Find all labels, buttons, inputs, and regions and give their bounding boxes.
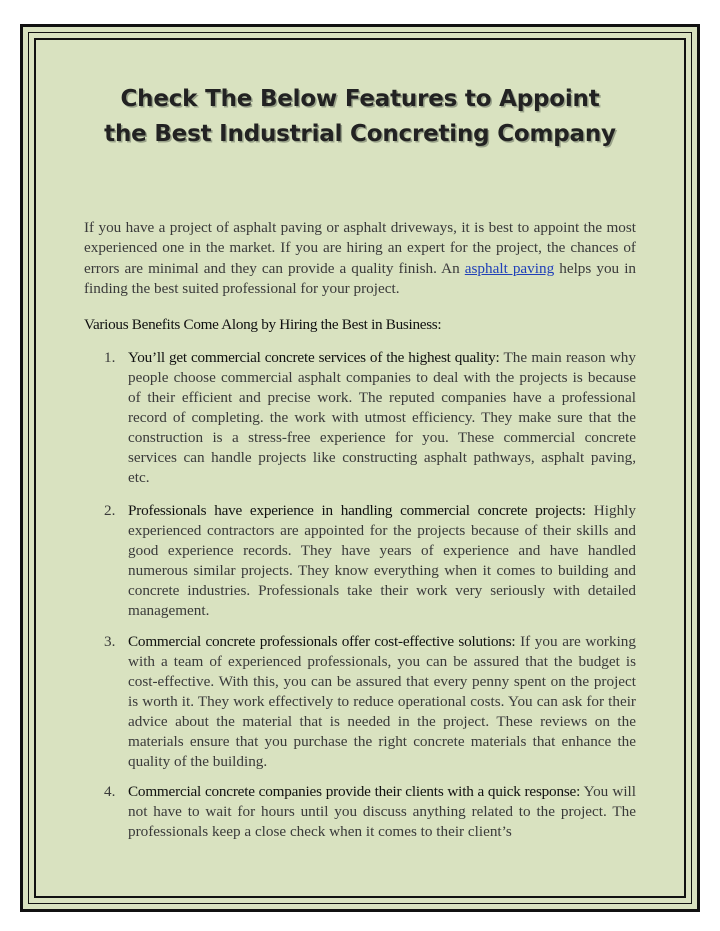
list-item	[104, 501, 636, 621]
list-item-lead: Commercial concrete professionals offer cost-effective solutions:	[128, 633, 516, 650]
list-item-body: Highly experienced contractors are appointed for the projects because of their skills and good experience records. They have years of experience and have handled numerous similar projects. They know everything when it comes to building and concrete industries. Professionals take their work very seriously with detailed management.	[128, 502, 636, 619]
list-item-body: You will not have to wait for hours until you discuss anything related to the project. The professionals keep a close check when it comes to their client’s	[128, 783, 636, 840]
list-item-number: 4.	[104, 783, 116, 800]
intro-text-end: helps you in finding the best suited professional for your project.	[84, 259, 637, 298]
list-item-lead: Professionals have experience in handling commercial concrete projects:	[128, 502, 586, 519]
list-item-number: 2.	[104, 502, 116, 519]
intro-text: If you have a project of asphalt paving or asphalt driveways, it is best to appoint the most experienced one in the market. If you are hiring an expert for the project, the chances of errors are minimal and they can provide a quality finish. An	[84, 219, 636, 277]
list-item-number: 1.	[104, 349, 116, 366]
list-item-lead: Commercial concrete companies provide their clients with a quick response:	[128, 783, 581, 800]
section-subheading: Various Benefits Come Along by Hiring the Best in Business:	[84, 316, 442, 333]
list-item-body: If you are working with a team of experienced professionals, you can be assured that the budget is cost-effective. With this, you can be assured that every penny spent on the project is worth it. They work effectively to reduce operational costs. You can ask for their advice about the material that is needed in the project. These reviews on the materials ensure that you purchase the right concrete materials that enhance the quality of the building.	[128, 633, 636, 770]
list-item	[104, 632, 636, 772]
list-item-body: The main reason why people choose commercial asphalt companies to deal with the projects is because of their efficient and precise work. The reputed companies have a professional record of completing. the work with utmost efficiency. They make sure that the construction is a stress-free experience for you. These commercial concrete services can handle projects like constructing asphalt pathways, asphalt paving, etc.	[128, 349, 636, 486]
list-item-lead: You’ll get commercial concrete services of the highest quality:	[128, 349, 500, 366]
list-item	[104, 348, 636, 488]
intro-paragraph	[84, 218, 636, 300]
list-item-number: 3.	[104, 633, 116, 650]
list-item	[104, 782, 636, 842]
page-title	[0, 82, 720, 152]
asphalt-paving-link[interactable]: asphalt paving	[464, 259, 555, 277]
title-line-2: the Best Industrial Concreting Company	[104, 121, 616, 147]
title-line-1: Check The Below Features to Appoint	[120, 86, 600, 112]
